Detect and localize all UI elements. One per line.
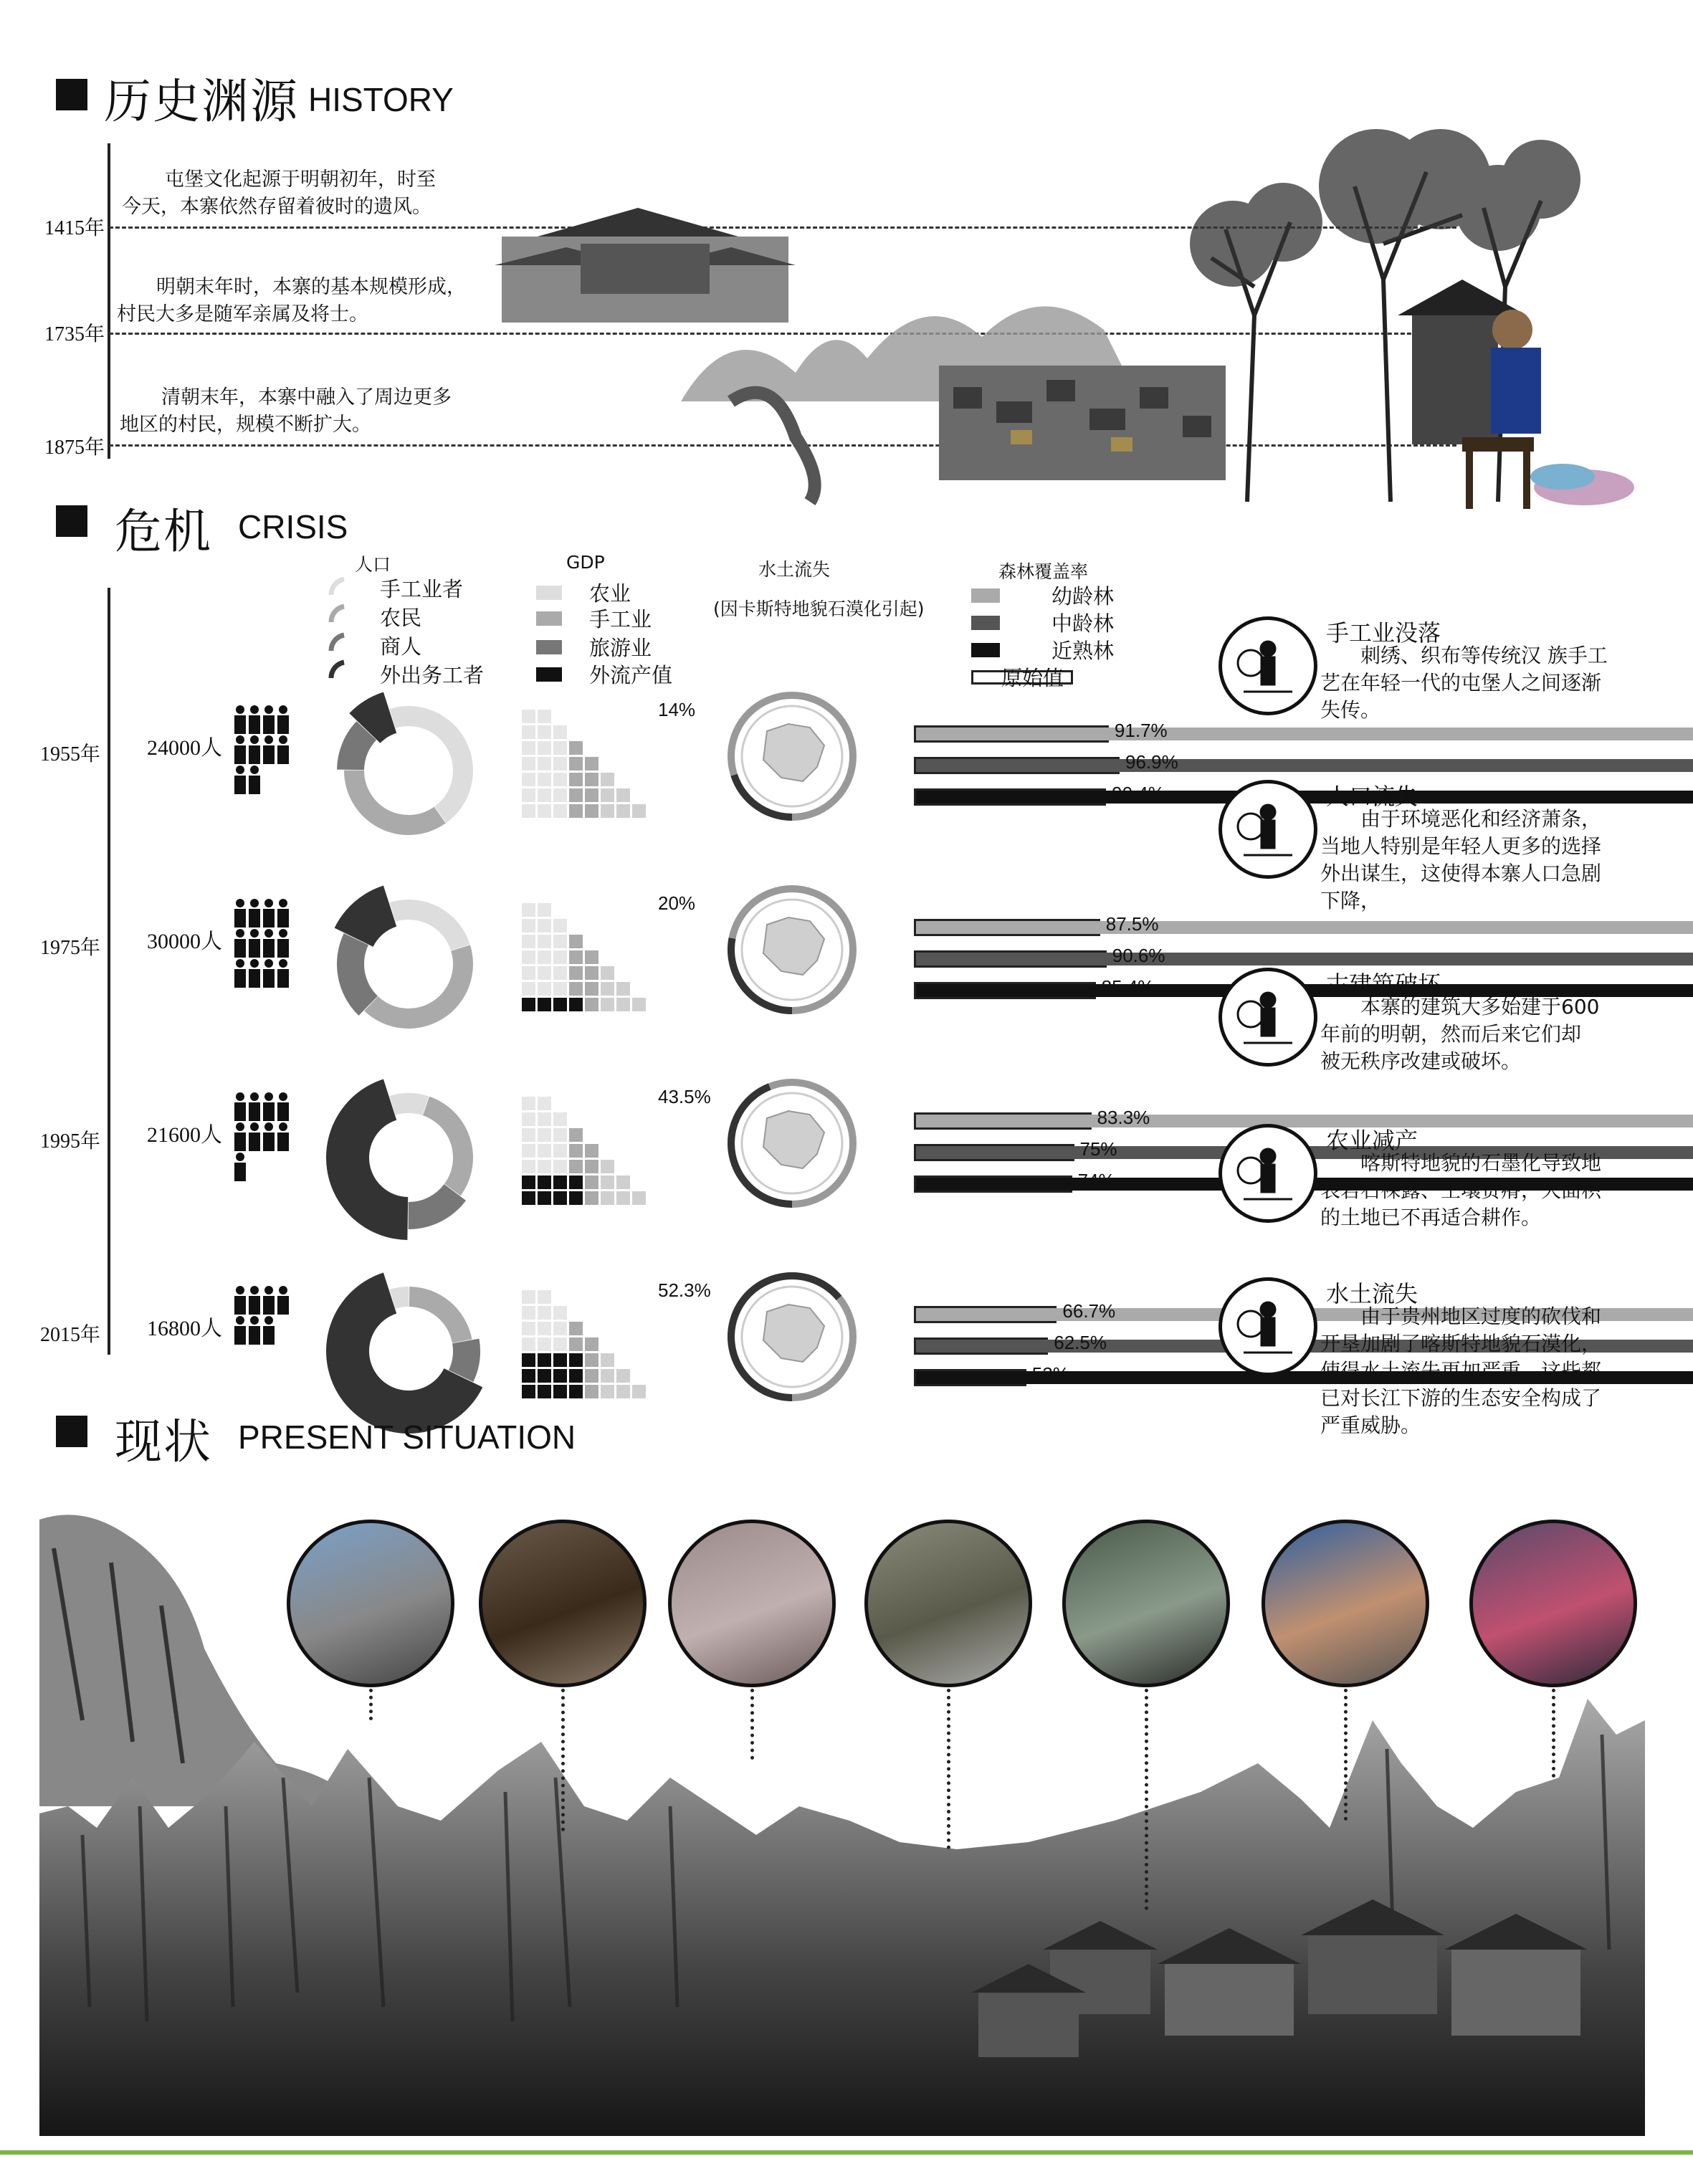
forest-bar-fill: [916, 921, 1693, 934]
forest-bar: [914, 1176, 1072, 1193]
card-line: 下降，: [1320, 889, 1381, 912]
forest-percent: 96.9%: [1125, 751, 1178, 773]
forest-bar: [914, 1369, 1026, 1386]
card-title: 古建筑破坏: [1326, 971, 1441, 998]
history-collage-illustration: [495, 100, 1641, 516]
population-donut: [326, 1269, 491, 1434]
population-legend-arcs: [315, 573, 358, 688]
population-donut: [326, 882, 491, 1046]
forest-bar: [914, 757, 1120, 774]
card-line: 开垦加剧了喀斯特地貌石漠化，: [1320, 1332, 1602, 1355]
bottom-green-rule: [0, 2150, 1693, 2155]
crisis-title-en: CRISIS: [238, 508, 348, 545]
donut-segment: [344, 771, 446, 835]
card-body: [1320, 642, 1650, 724]
card-line: 的土地已不再适合耕作。: [1320, 1206, 1542, 1229]
present-photo: [1262, 1520, 1429, 1687]
forest-percent: 87.5%: [1105, 913, 1159, 935]
present-title-en: PRESENT SITUATION: [238, 1418, 576, 1456]
history-year-3: 1875年: [44, 437, 105, 459]
erosion-map-icon: [724, 688, 860, 824]
card-line: 外出谋生，这使得本寨人口急剧: [1320, 862, 1602, 885]
forest-bar: [914, 788, 1106, 806]
people-icon: [233, 1089, 297, 1183]
donut-segment: [364, 945, 473, 1029]
card-title: 农业减产: [1326, 1127, 1418, 1154]
card-body: [1320, 993, 1650, 1075]
present-photo: [479, 1520, 647, 1687]
gdp-outflow-percent: 52.3%: [658, 1279, 711, 1301]
legend-gdp-1: 农业: [536, 578, 631, 607]
gdp-outflow-percent: 14%: [658, 699, 696, 720]
crisis-year: 1995年: [40, 1130, 101, 1153]
worker-demolition-icon: [1219, 968, 1317, 1067]
donut-segment: [389, 706, 473, 823]
forest-percent: 66.7%: [1062, 1300, 1116, 1322]
crisis-year: 1975年: [40, 937, 101, 959]
photo-leader-line: [1344, 1689, 1348, 1821]
donut-segment: [409, 1287, 472, 1343]
erosion-map-icon: [724, 1075, 860, 1211]
card-line: 喀斯特地貌的石墨化导致地: [1320, 1151, 1602, 1175]
forest-bar: [914, 919, 1100, 936]
legend-population-4: 外出务工者: [380, 663, 485, 687]
card-body: [1320, 1303, 1650, 1439]
photo-leader-line: [369, 1689, 373, 1720]
crisis-title-cn: 危机: [115, 504, 212, 559]
section-marker: [56, 505, 87, 537]
card-line: 失传。: [1320, 698, 1381, 722]
population-count: 21600人: [147, 1123, 222, 1147]
present-photo: [668, 1520, 836, 1687]
history-text-3: 清朝末年，本寨中融入了周边更多 地区的村民，规模不断扩大。: [120, 386, 452, 436]
person-leaving-house-icon: [1219, 780, 1317, 879]
history-title-en: HISTORY: [308, 81, 454, 118]
card-line: 刺绣、织布等传统汉 族手工: [1320, 644, 1608, 667]
section-marker: [56, 1416, 87, 1447]
crisis-year: 2015年: [40, 1324, 101, 1346]
present-photo: [287, 1520, 454, 1687]
header-forest: 森林覆盖率: [998, 561, 1089, 582]
gdp-outflow-percent: 43.5%: [658, 1086, 711, 1107]
forest-bar-fill: [916, 728, 1693, 740]
forest-percent: 75%: [1079, 1138, 1117, 1160]
card-title: 手工业没落: [1326, 619, 1441, 647]
legend-forest-2: 中龄林: [971, 608, 1114, 637]
photo-leader-line: [1145, 1689, 1148, 1910]
card-line: 年前的明朝，然而后来它们却: [1320, 1022, 1582, 1046]
history-timeline-axis: [108, 143, 110, 459]
header-erosion: 水土流失: [758, 559, 831, 580]
erosion-map-icon: [724, 1269, 860, 1405]
population-donut: [326, 688, 491, 853]
photo-leader-line: [561, 1689, 565, 1831]
forest-percent: 85.4%: [1101, 976, 1155, 998]
card-line: 严重威胁。: [1320, 1413, 1421, 1437]
forest-percent: 90.4%: [1112, 783, 1165, 804]
legend-forest-1: 幼龄林: [971, 581, 1114, 610]
donut-segment: [389, 1093, 429, 1115]
history-text-2: 明朝末年时，本寨的基本规模形成， 村民大多是随军亲属及将士。: [117, 276, 466, 325]
card-line: 艺在年轻一代的屯堡人之间逐渐: [1320, 671, 1602, 695]
forest-percent: 74%: [1077, 1170, 1115, 1191]
population-count: 30000人: [147, 930, 222, 953]
header-population: 人口: [355, 554, 391, 575]
forest-bar-fill: [916, 953, 1693, 965]
gdp-outflow-percent: 20%: [658, 892, 696, 914]
header-erosion-sub: (因卡斯特地貌石漠化引起): [713, 599, 925, 619]
donut-segment: [423, 1097, 473, 1196]
forest-bar: [914, 1337, 1048, 1355]
legend-forest-4: 原始值: [971, 662, 1064, 692]
farmer-dead-tree-icon: [1219, 1124, 1317, 1223]
card-line: 由于环境恶化和经济萧条，: [1320, 807, 1602, 831]
card-line: 由于贵州地区过度的砍伐和: [1320, 1305, 1602, 1328]
crisis-timeline-axis: [108, 588, 110, 1355]
present-photo: [1469, 1520, 1637, 1687]
card-body: [1320, 806, 1650, 915]
legend-population-1: 手工业者: [380, 577, 464, 601]
history-year-1: 1415年: [44, 217, 105, 239]
card-line: 使得水土流失更加严重。这些都: [1320, 1359, 1602, 1383]
forest-bar: [914, 1144, 1074, 1161]
forest-percent: 62.5%: [1054, 1332, 1107, 1353]
forest-percent: 83.3%: [1097, 1107, 1150, 1128]
spinning-wheel-icon: [1219, 616, 1317, 715]
people-icon: [233, 896, 297, 989]
crisis-year: 1955年: [40, 743, 101, 766]
population-count: 16800人: [147, 1317, 222, 1340]
card-line: 被无秩序改建或破坏。: [1320, 1049, 1522, 1073]
forest-percent: 90.6%: [1112, 945, 1165, 966]
history-text-1: 屯堡文化起源于明朝初年，时至 今天，本寨依然存留着彼时的遗风。: [122, 168, 436, 218]
history-title-cn: 历史渊源: [104, 74, 299, 129]
landslide-mountain-icon: [1219, 1277, 1317, 1376]
legend-gdp-3: 旅游业: [536, 632, 652, 662]
legend-gdp-4: 外流产值: [536, 659, 672, 689]
forest-bar: [914, 1306, 1057, 1323]
present-title-cn: 现状: [115, 1414, 212, 1469]
card-line: 表岩石裸露、土壤贫瘠，大面积: [1320, 1178, 1602, 1202]
card-line: 本寨的建筑大多始建于600: [1320, 995, 1600, 1019]
population-count: 24000人: [147, 736, 222, 760]
forest-percent: 52%: [1031, 1363, 1069, 1385]
forest-bar: [914, 950, 1107, 968]
present-photo: [1062, 1520, 1230, 1687]
legend-population-2: 农民: [380, 606, 422, 630]
card-title: 人口流失: [1326, 783, 1418, 810]
card-line: 当地人特别是年轻人更多的选择: [1320, 834, 1602, 858]
legend-forest-3: 近熟林: [971, 635, 1114, 664]
forest-percent: 91.7%: [1114, 720, 1168, 741]
photo-leader-line: [1552, 1689, 1555, 1778]
section-marker: [56, 79, 87, 110]
population-donut: [326, 1075, 491, 1240]
history-year-2: 1735年: [44, 323, 105, 345]
present-photo: [864, 1520, 1032, 1687]
legend-population-3: 商人: [380, 634, 422, 659]
people-icon: [233, 1283, 297, 1376]
photo-leader-line: [947, 1689, 950, 1849]
forest-bar: [914, 1112, 1092, 1130]
people-icon: [233, 702, 297, 796]
card-body: [1320, 1150, 1650, 1231]
photo-leader-line: [750, 1689, 754, 1760]
erosion-map-icon: [724, 882, 860, 1018]
card-line: 已对长江下游的生态安全构成了: [1320, 1386, 1602, 1410]
forest-bar-fill: [916, 1115, 1693, 1127]
forest-bar-fill: [916, 759, 1693, 772]
legend-gdp-2: 手工业: [536, 604, 652, 633]
donut-segment: [389, 900, 469, 950]
forest-bar: [914, 725, 1109, 743]
header-gdp: GDP: [566, 552, 605, 573]
forest-bar: [914, 982, 1096, 999]
card-title: 水土流失: [1326, 1280, 1418, 1307]
